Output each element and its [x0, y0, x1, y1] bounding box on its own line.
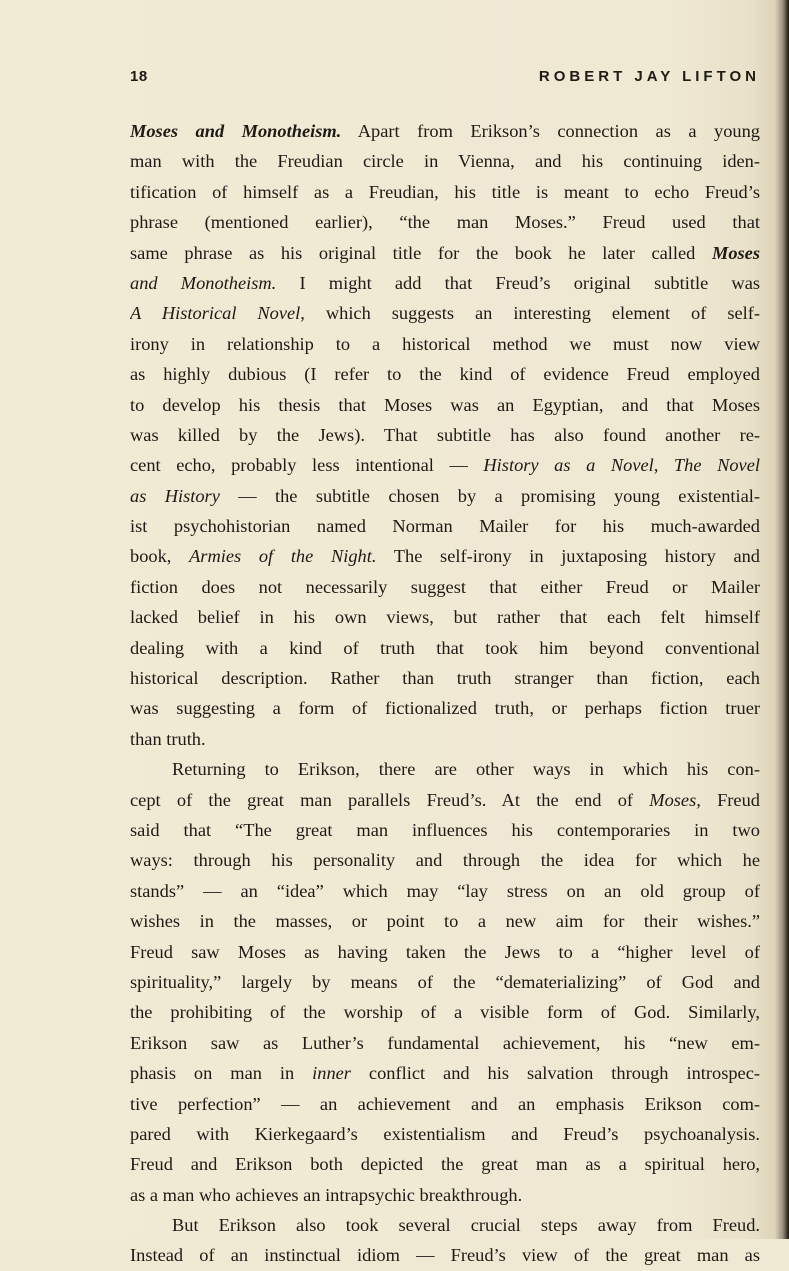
text-run: ist psychohistorian named Norman Mailer for his much-awarded: [130, 516, 760, 537]
text-run: — the subtitle chosen by a promising young existential-: [219, 485, 760, 506]
text-run: I might add that Freud’s original subtitle was: [276, 272, 760, 293]
page-number: 18: [130, 68, 148, 85]
text-run: pared with Kierkegaard’s existentialism and Freud’s psychoanalysis.: [130, 1123, 760, 1144]
text-line: [130, 602, 760, 632]
text-run: historical description. Rather than truth stranger than fiction, each: [130, 668, 760, 689]
text-line: [130, 693, 760, 723]
text-line: [130, 633, 760, 663]
text-line: [130, 663, 760, 693]
text-run: lacked belief in his own views, but rather that each felt himself: [130, 607, 760, 628]
text-run: man with the Freudian circle in Vienna, and his continuing iden-: [130, 151, 760, 172]
text-run: spirituality,” largely by means of the “dematerializing” of God and: [130, 971, 760, 992]
text-run: Apart from Erikson’s connection as a young: [341, 121, 760, 141]
emphasized-text: Moses and Monotheism.: [130, 121, 342, 141]
body-text: [130, 116, 760, 1271]
text-line: [130, 481, 760, 511]
text-run: dealing with a kind of truth that took him beyond conventional: [130, 637, 760, 658]
text-run: But Erikson also took several crucial steps away from Freud.: [172, 1215, 760, 1236]
text-line: [130, 238, 760, 268]
text-line: [130, 390, 760, 420]
text-line: [130, 906, 760, 936]
text-run: tification of himself as a Freudian, his title is meant to echo Freud’s: [130, 181, 760, 202]
text-line: [130, 329, 760, 359]
text-run: than truth.: [130, 728, 206, 749]
emphasized-text: as History: [130, 485, 220, 506]
text-run: said that “The great man influences his contemporaries in two: [130, 819, 760, 840]
emphasized-text: inner: [312, 1063, 351, 1084]
text-run: wishes in the masses, or point to a new aim for their wishes.”: [130, 911, 760, 932]
text-run: tive perfection” — an achievement and an emphasis Erikson com-: [130, 1093, 760, 1114]
text-line: [130, 146, 760, 176]
text-line: [130, 876, 760, 906]
text-line: [130, 177, 760, 207]
text-run: book,: [130, 546, 190, 567]
text-run: ways: through his personality and through the idea for which he: [130, 850, 760, 871]
text-line: [130, 754, 760, 784]
text-line: [130, 572, 760, 602]
text-run: Freud and Erikson both depicted the great man as a spiritual hero,: [130, 1154, 760, 1175]
text-line: [130, 450, 760, 480]
text-run: stands” — an “idea” which may “lay stress on an old group of: [130, 880, 760, 901]
text-run: Returning to Erikson, there are other ways in which his con-: [172, 759, 760, 780]
text-line: [130, 541, 760, 571]
emphasized-text: Armies of the Night.: [189, 546, 377, 567]
text-line: [130, 1028, 760, 1058]
text-run: which suggests an interesting element of self-: [304, 303, 760, 324]
text-line: [130, 1210, 760, 1240]
emphasized-text: Moses: [711, 242, 760, 263]
text-run: was killed by the Jews). That subtitle has also found another re-: [130, 424, 760, 445]
text-line: [130, 1180, 760, 1210]
text-line: [130, 724, 760, 754]
running-head-author: ROBERT JAY LIFTON: [538, 68, 760, 85]
text-line: [130, 511, 760, 541]
text-line: [130, 298, 760, 328]
text-line: [130, 967, 760, 997]
emphasized-text: and Monotheism.: [130, 272, 277, 293]
text-run: conflict and his salvation through introspec-: [350, 1063, 760, 1084]
page-header: [130, 68, 760, 90]
text-run: The self-irony in juxtaposing history and: [376, 546, 760, 567]
text-run: as highly dubious (I refer to the kind of evidence Freud employed: [130, 364, 760, 385]
text-line: [130, 116, 760, 146]
page-binding-edge: [775, 0, 789, 1239]
text-line: [130, 1058, 760, 1088]
text-line: [130, 815, 760, 845]
text-line: [130, 937, 760, 967]
text-run: same phrase as his original title for the book he later called: [130, 242, 712, 263]
text-line: [130, 268, 760, 298]
text-line: [130, 845, 760, 875]
text-run: as a man who achieves an intrapsychic breakthrough.: [130, 1184, 523, 1205]
text-line: [130, 420, 760, 450]
emphasized-text: Moses,: [649, 789, 701, 810]
text-run: Freud saw Moses as having taken the Jews to a “higher level of: [130, 941, 760, 962]
text-run: fiction does not necessarily suggest that either Freud or Mailer: [130, 576, 760, 597]
text-run: the prohibiting of the worship of a visible form of God. Similarly,: [130, 1002, 760, 1023]
emphasized-text: A Historical Novel,: [130, 303, 305, 324]
text-run: Freud: [700, 789, 760, 810]
text-line: [130, 997, 760, 1027]
text-run: cent echo, probably less intentional —: [130, 455, 484, 476]
text-run: irony in relationship to a historical method we must now view: [130, 333, 760, 354]
text-run: cept of the great man parallels Freud’s. At the end of: [130, 789, 650, 810]
text-run: to develop his thesis that Moses was an Egyptian, and that Moses: [130, 394, 760, 415]
text-run: was suggesting a form of fictionalized truth, or perhaps fiction truer: [130, 698, 760, 719]
text-run: phasis on man in: [130, 1063, 313, 1084]
text-line: [130, 207, 760, 237]
text-run: phrase (mentioned earlier), “the man Moses.” Freud used that: [130, 212, 760, 233]
text-run: Instead of an instinctual idiom — Freud’s view of the great man as: [130, 1245, 760, 1266]
text-run: Erikson saw as Luther’s fundamental achievement, his “new em-: [130, 1032, 760, 1053]
text-line: [130, 785, 760, 815]
text-line: [130, 1089, 760, 1119]
text-line: [130, 1119, 760, 1149]
text-line: [130, 1240, 760, 1270]
text-line: [130, 359, 760, 389]
text-line: [130, 1149, 760, 1179]
emphasized-text: History as a Novel, The Novel: [483, 455, 760, 476]
